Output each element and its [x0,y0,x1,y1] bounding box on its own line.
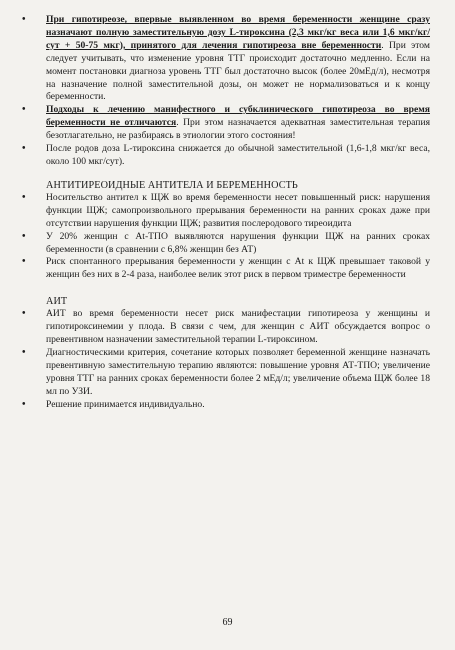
list-item [22,256,430,282]
hypothyroidism-treatment-list [22,14,430,169]
body-text: Носительство антител к ЩЖ во время беременности несет повышенный риск: нарушения функции ЩЖ; самопроизвольного прерывания беременности на ранних сроках даже при отсутствии нарушения функции ЩЖ; развития послеродового тиреоидита [46,191,430,229]
bullet-icon: • [22,14,26,25]
list-item [22,399,430,412]
list-item [22,143,430,169]
section-heading-ait: АИТ [46,296,68,308]
bullet-icon: • [22,308,26,320]
bullet-icon: • [22,104,26,116]
body-text: Решение принимается индивидуально. [46,398,205,410]
ait-list [22,308,430,411]
list-item [22,14,430,104]
bullet-icon: • [22,256,26,268]
list-item [22,347,430,399]
body-text: После родов доза L-тироксина снижается до обычной заместительной (1,6-1,8 мкг/кг веса, около 100 мкг/сут). [46,143,430,167]
section-heading-antibodies: АНТИТИРЕОИДНЫЕ АНТИТЕЛА И БЕРЕМЕННОСТЬ [46,179,298,191]
body-text: Диагностическими критерия, сочетание которых позволяет беременной женщине назначать превентивную заместительную терапию являются: повышение уровня АТ-ТПО; увеличение уровня ТТГ на ранних сроках беременности более 2 мЕд/л; увеличение объема ЩЖ более 18 мл по УЗИ. [46,346,430,397]
bullet-icon: • [22,143,26,155]
emphasis-text: При гипотиреозе, впервые выявленном во время беременности женщине сразу назначают полную заместительную дозу L-тироксина (2,3 мкг/кг веса или 1,6 мкг/кг/сут + 50-75 мкг), принятого для лечения гипотиреоза вне беременности [46,14,430,51]
bullet-icon: • [22,191,26,203]
bullet-icon: • [22,346,26,358]
body-text: АИТ во время беременности несет риск манифестации гипотиреоза у женщины и гипотироксинемии у плода. В связи с чем, для женщин с АИТ обсуждается вопрос о превентивном назначении заместительной терапии L-тироксином. [46,308,430,346]
list-item [22,231,430,257]
list-item [22,308,430,347]
antibodies-list [22,192,430,282]
body-text: . При этом следует учитывать, что изменение уровня ТТГ происходит достаточно медленно. Если на момент постановки диагноза уровень ТТГ был достаточно высок (более 20мЕд/л), несмотря на назначение полной заместительной дозы, он может не нормализоваться и к концу беременности. [46,39,430,103]
body-text: . При этом назначается адекватная заместительная терапия безотлагательно, не разбираясь в этиологии этого состояния! [46,117,430,142]
list-item [22,104,430,143]
list-item [22,192,430,231]
body-text: Риск спонтанного прерывания беременности у женщин с At к ЩЖ превышает таковой у женщин без них в 2-4 раза, наиболее велик этот риск в первом триместре беременности [46,256,430,281]
page-number: 69 [222,617,233,628]
body-text: У 20% женщин с At-ТПО выявляются нарушения функции ЩЖ на ранних сроках беременности (в сравнении с 6,8% женщин без АТ) [46,230,430,255]
page-content [22,14,430,411]
emphasis-text: Подходы к лечению манифестного и субклинического гипотиреоза во время беременности не отличаются [46,104,430,129]
bullet-icon: • [22,398,26,410]
bullet-icon: • [22,230,26,242]
